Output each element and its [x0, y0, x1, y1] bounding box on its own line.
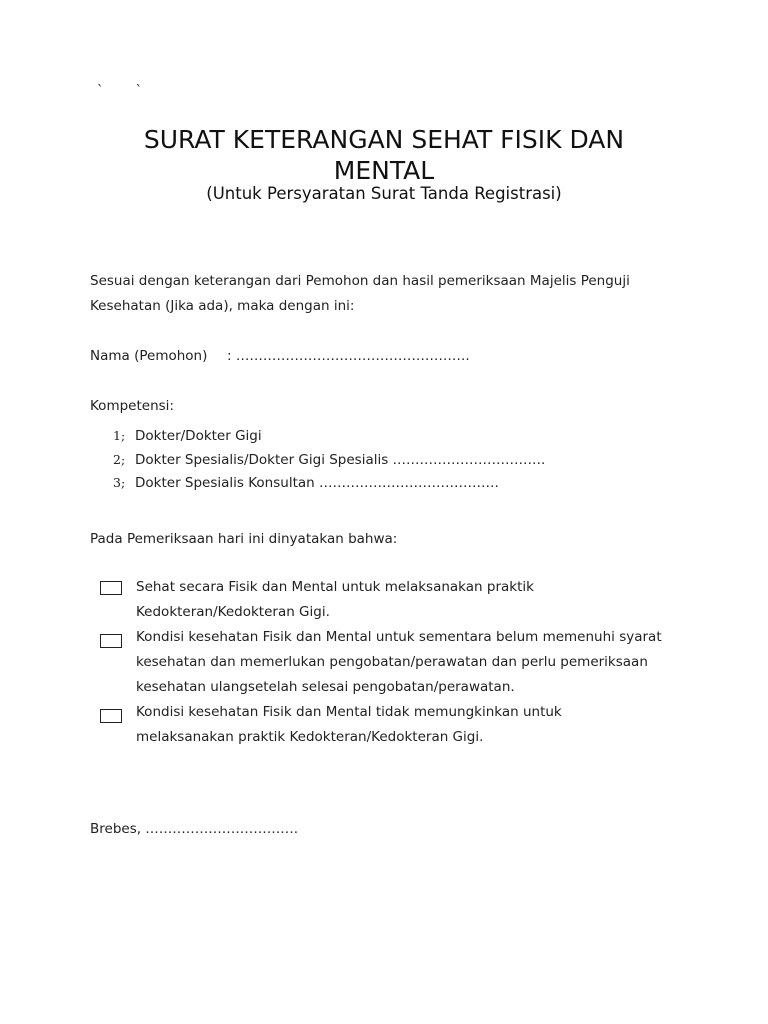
checkbox-sehat[interactable]: [100, 581, 122, 595]
intro-line-2: Kesehatan (Jika ada), maka dengan ini:: [90, 298, 355, 314]
kompetensi-label: Kompetensi:: [90, 398, 174, 414]
place-date-line: Brebes, …………………………….: [90, 821, 299, 837]
intro-paragraph: [90, 269, 660, 319]
nama-value-blank: : …………………………………………….: [227, 348, 470, 364]
list-item: [113, 424, 545, 448]
kompetensi-list: [113, 424, 545, 495]
list-text: Dokter/Dokter Gigi: [135, 428, 262, 444]
checkbox-tidak-memungkinkan[interactable]: [100, 709, 122, 723]
option-line: melaksanakan praktik Kedokteran/Kedokteran Gigi.: [136, 729, 484, 745]
document-title: [0, 124, 768, 186]
option-line: Sehat secara Fisik dan Mental untuk melaksanakan praktik: [136, 579, 534, 595]
pemeriksaan-label: Pada Pemeriksaan hari ini dinyatakan bahwa:: [90, 531, 398, 547]
option-line: Kondisi kesehatan Fisik dan Mental untuk sementara belum memenuhi syarat: [136, 629, 662, 645]
title-line-2: MENTAL: [333, 156, 435, 185]
list-item: [113, 448, 545, 472]
option-text: [136, 625, 676, 700]
option-line: Kedokteran/Kedokteran Gigi.: [136, 604, 330, 620]
option-line: kesehatan ulangsetelah selesai pengobatan/perawatan.: [136, 679, 515, 695]
intro-line-1: Sesuai dengan keterangan dari Pemohon dan hasil pemeriksaan Majelis Penguji: [90, 273, 630, 289]
option-text: [136, 575, 676, 625]
list-number: 2;: [113, 451, 126, 467]
list-text: Dokter Spesialis/Dokter Gigi Spesialis …………………………….: [135, 451, 546, 468]
list-number: 1;: [113, 428, 126, 443]
option-text: [136, 700, 676, 750]
stray-marks: ` `: [97, 84, 157, 99]
option-line: kesehatan dan memerlukan pengobatan/perawatan dan perlu pemeriksaan: [136, 654, 648, 670]
option-line: Kondisi kesehatan Fisik dan Mental tidak memungkinkan untuk: [136, 704, 562, 720]
title-line-1: SURAT KETERANGAN SEHAT FISIK DAN: [143, 125, 625, 154]
document-subtitle: (Untuk Persyaratan Surat Tanda Registrasi): [206, 184, 562, 203]
nama-label: Nama (Pemohon): [90, 348, 208, 364]
list-text: Dokter Spesialis Konsultan ………………………………….: [135, 475, 499, 491]
nama-pemohon-field: [90, 344, 660, 369]
list-number: 3;: [113, 475, 126, 490]
checkbox-sementara[interactable]: [100, 634, 122, 648]
list-item: [113, 471, 545, 495]
